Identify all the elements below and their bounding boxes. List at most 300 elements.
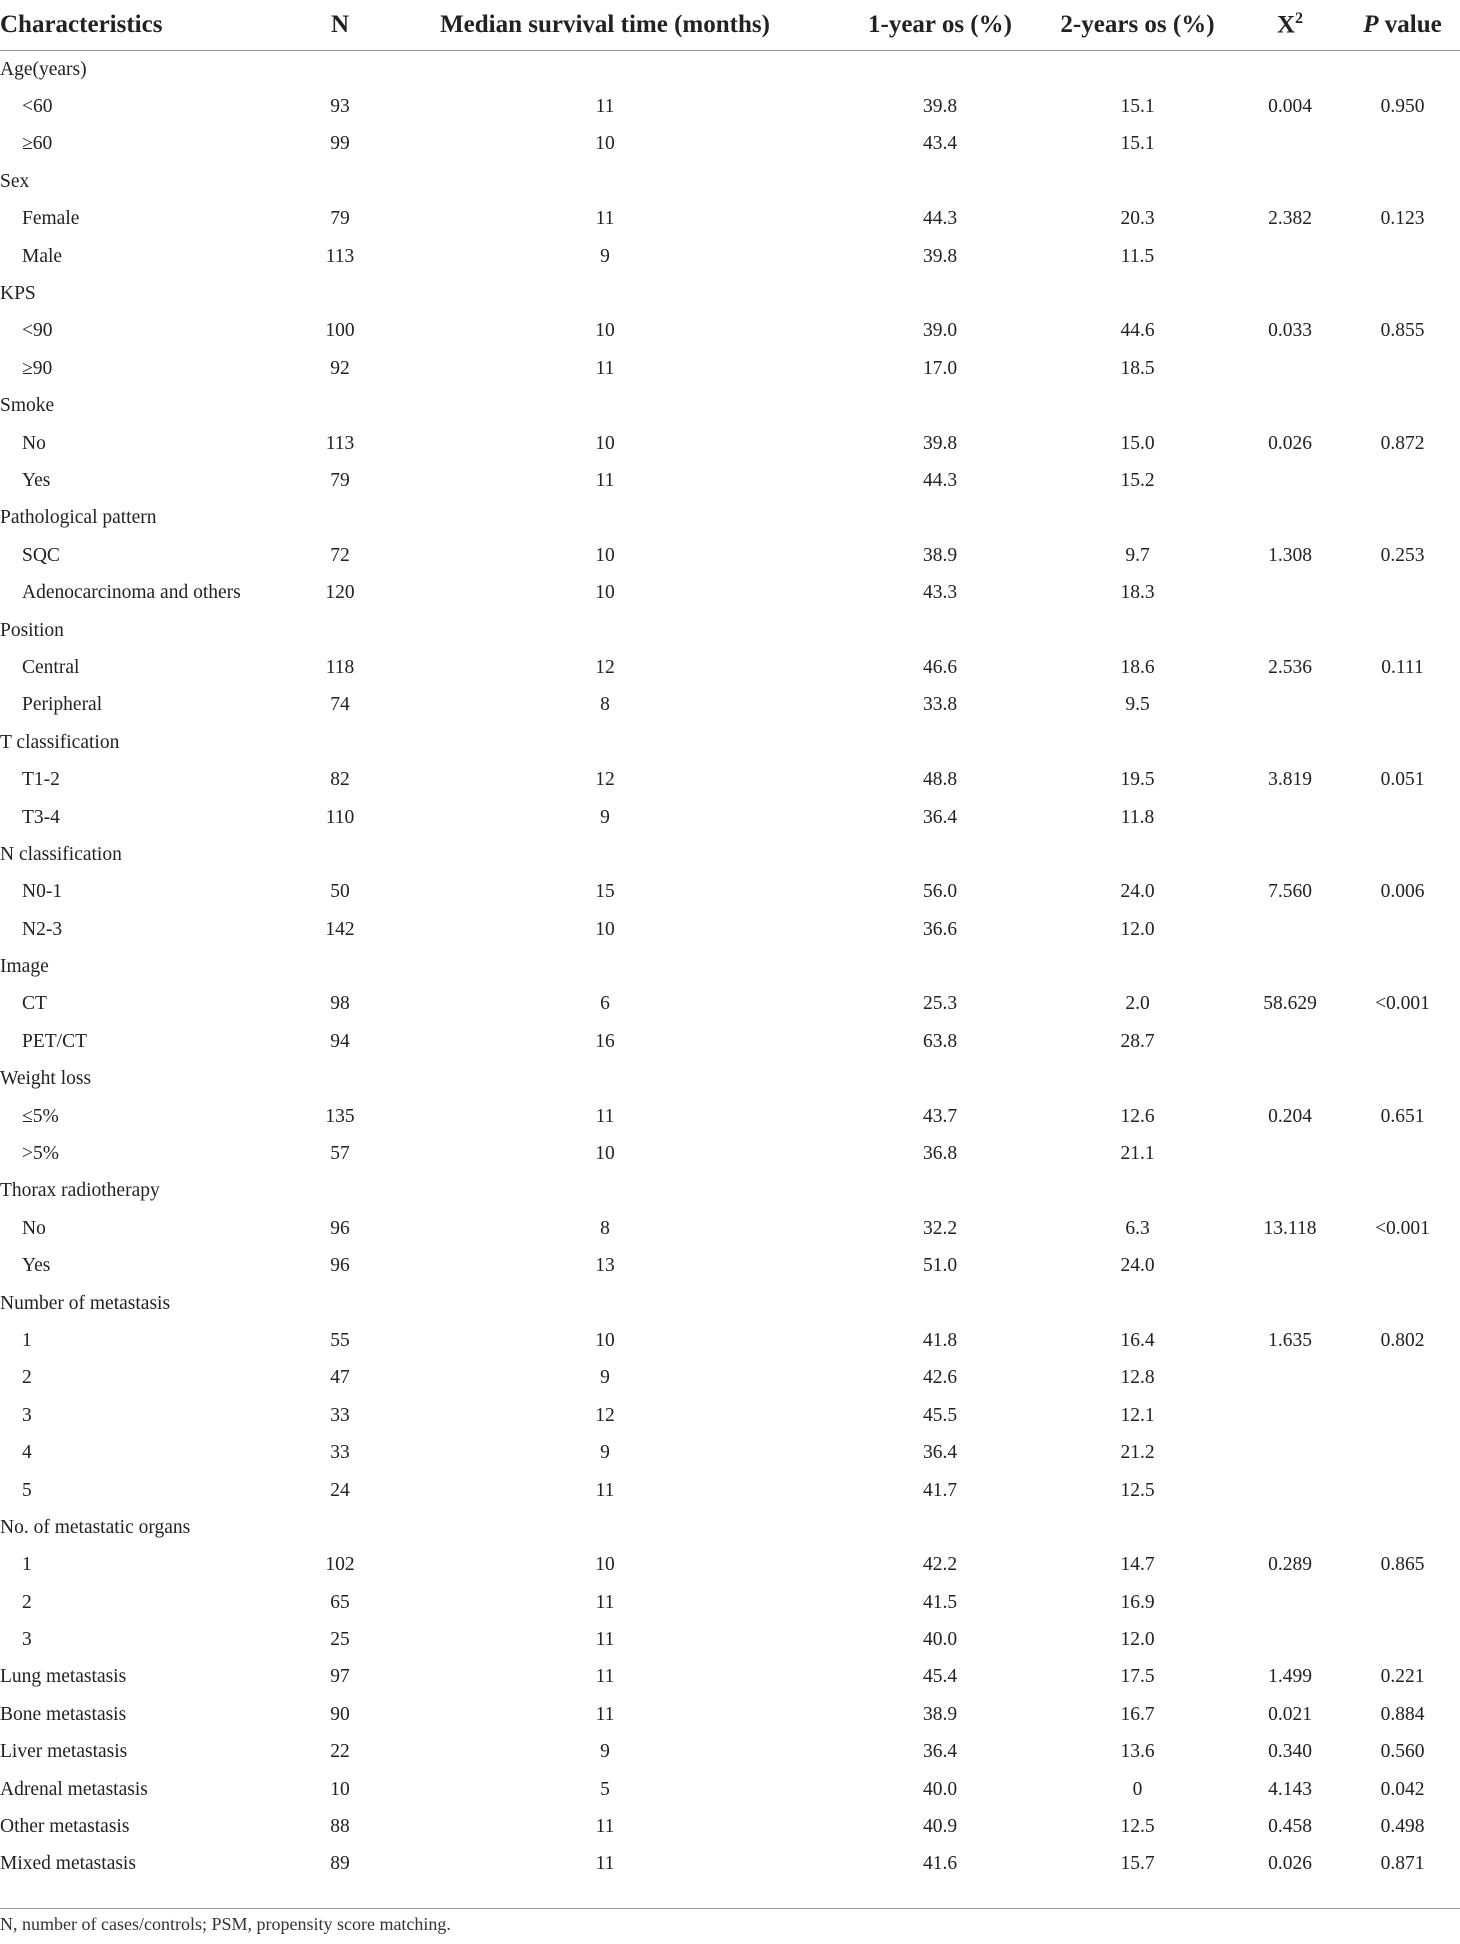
cell-1-year-os: 33.8 xyxy=(922,694,958,716)
cell-characteristic: CT xyxy=(22,993,47,1015)
cell-chi-square: 1.499 xyxy=(1268,1666,1312,1688)
cell-median-survival: 9 xyxy=(600,245,610,267)
cell-n: 24 xyxy=(330,1479,350,1501)
cell-chi-square: 0.026 xyxy=(1268,1853,1312,1875)
cell-n: 135 xyxy=(325,1105,355,1127)
table-row-group xyxy=(0,1696,1460,1733)
cell-characteristic: ≤5% xyxy=(22,1105,59,1127)
cell-2-years-os: 12.1 xyxy=(1120,1404,1155,1426)
cell-p-value xyxy=(1345,1397,1460,1434)
cell-median-survival: 10 xyxy=(595,1143,615,1165)
cell-characteristic: PET/CT xyxy=(22,1030,88,1052)
table-row-subgroup xyxy=(0,537,1460,574)
cell-2-years-os: 17.5 xyxy=(1120,1666,1155,1688)
table-row-subgroup xyxy=(0,649,1460,686)
cell-p-value: <0.001 xyxy=(1375,1217,1430,1239)
cell-1-year-os: 40.9 xyxy=(922,1816,958,1838)
cell-chi-square xyxy=(1235,1173,1345,1210)
cell-characteristic: Thorax radiotherapy xyxy=(0,1180,160,1202)
cell-1-year-os: 42.2 xyxy=(922,1554,958,1576)
table-row-subgroup xyxy=(0,574,1460,611)
cell-median-survival: 11 xyxy=(595,1479,615,1501)
cell-p-value: 0.111 xyxy=(1381,656,1424,678)
cell-p-value: 0.950 xyxy=(1380,96,1425,118)
cell-characteristic: No. of metastatic organs xyxy=(0,1516,191,1538)
cell-chi-square xyxy=(1235,462,1345,499)
cell-1-year-os: 43.4 xyxy=(922,133,958,155)
cell-chi-square xyxy=(1235,1472,1345,1509)
table-row-subgroup xyxy=(0,126,1460,163)
cell-chi-square xyxy=(1235,1621,1345,1658)
cell-1-year-os: 25.3 xyxy=(922,993,958,1015)
cell-1-year-os: 39.8 xyxy=(922,96,958,118)
cell-characteristic: Peripheral xyxy=(22,694,103,716)
cell-2-years-os: 15.2 xyxy=(1120,469,1155,491)
table-row-subgroup xyxy=(0,1547,1460,1584)
cell-chi-square xyxy=(1235,1360,1345,1397)
cell-n: 94 xyxy=(330,1030,350,1052)
cell-chi-square: 0.004 xyxy=(1268,96,1312,118)
cell-1-year-os: 63.8 xyxy=(922,1030,958,1052)
cell-chi-square xyxy=(1235,388,1345,425)
cell-characteristic: T3-4 xyxy=(22,806,60,828)
cell-1-year-os xyxy=(840,948,1040,985)
cell-2-years-os xyxy=(1040,1061,1235,1098)
cell-n: 57 xyxy=(330,1143,350,1165)
cell-2-years-os: 24.0 xyxy=(1120,881,1155,903)
cell-median-survival: 9 xyxy=(600,806,610,828)
cell-2-years-os xyxy=(1040,1173,1235,1210)
table-row-group xyxy=(0,724,1460,761)
cell-chi-square: 3.819 xyxy=(1268,769,1312,791)
table-row-subgroup xyxy=(0,687,1460,724)
cell-2-years-os: 18.6 xyxy=(1120,656,1155,678)
cell-p-value xyxy=(1345,388,1460,425)
table-row-group xyxy=(0,1846,1460,1883)
table-row-group xyxy=(0,836,1460,873)
header-n: N xyxy=(330,11,350,38)
cell-n: 96 xyxy=(330,1255,350,1277)
table-row-group xyxy=(0,1173,1460,1210)
cell-characteristic: Central xyxy=(22,656,80,678)
cell-n: 118 xyxy=(325,656,355,678)
cell-2-years-os: 16.7 xyxy=(1120,1703,1155,1725)
cell-characteristic: T classification xyxy=(0,731,120,753)
cell-n: 113 xyxy=(325,432,355,454)
cell-2-years-os: 11.8 xyxy=(1120,806,1155,828)
cell-1-year-os: 46.6 xyxy=(922,656,958,678)
cell-chi-square: 0.458 xyxy=(1268,1816,1312,1838)
cell-chi-square xyxy=(1235,836,1345,873)
cell-characteristic: Mixed metastasis xyxy=(0,1853,136,1875)
cell-median-survival xyxy=(370,1173,840,1210)
cell-n xyxy=(310,500,370,537)
cell-p-value xyxy=(1345,238,1460,275)
table-header xyxy=(0,0,1460,51)
table-row-group xyxy=(0,388,1460,425)
cell-median-survival: 5 xyxy=(600,1778,610,1800)
table-row-subgroup xyxy=(0,313,1460,350)
cell-p-value xyxy=(1345,1061,1460,1098)
cell-chi-square xyxy=(1235,163,1345,200)
cell-characteristic: Yes xyxy=(22,1255,51,1277)
cell-median-survival: 10 xyxy=(595,432,615,454)
cell-n: 89 xyxy=(330,1853,350,1875)
table-row-subgroup xyxy=(0,1248,1460,1285)
cell-2-years-os xyxy=(1040,1509,1235,1546)
cell-n: 82 xyxy=(330,769,350,791)
table-row-subgroup xyxy=(0,1322,1460,1359)
cell-chi-square xyxy=(1235,51,1345,89)
cell-p-value xyxy=(1345,1509,1460,1546)
cell-1-year-os: 43.3 xyxy=(922,582,958,604)
cell-p-value: 0.865 xyxy=(1380,1554,1425,1576)
cell-1-year-os xyxy=(840,1509,1040,1546)
cell-characteristic: Position xyxy=(0,619,64,641)
table-row-group xyxy=(0,612,1460,649)
cell-p-value xyxy=(1345,911,1460,948)
cell-characteristic: Number of metastasis xyxy=(0,1292,171,1314)
cell-1-year-os xyxy=(840,51,1040,89)
cell-median-survival: 11 xyxy=(595,1591,615,1613)
cell-characteristic: SQC xyxy=(22,544,60,566)
cell-p-value xyxy=(1345,500,1460,537)
table-row-group xyxy=(0,1061,1460,1098)
cell-1-year-os xyxy=(840,388,1040,425)
cell-p-value: 0.006 xyxy=(1380,881,1425,903)
cell-2-years-os: 12.0 xyxy=(1120,918,1155,940)
chi-superscript: 2 xyxy=(1295,10,1304,28)
cell-median-survival: 9 xyxy=(600,1367,610,1389)
cell-2-years-os: 12.8 xyxy=(1120,1367,1155,1389)
cell-n: 65 xyxy=(330,1591,350,1613)
cell-median-survival xyxy=(370,1285,840,1322)
table-row-subgroup xyxy=(0,799,1460,836)
cell-2-years-os: 14.7 xyxy=(1120,1554,1155,1576)
cell-median-survival: 10 xyxy=(595,1329,615,1351)
cell-n: 25 xyxy=(330,1629,350,1651)
p-value-suffix: value xyxy=(1378,11,1442,38)
cell-median-survival: 11 xyxy=(595,1853,615,1875)
table-body xyxy=(0,51,1460,1884)
cell-median-survival: 8 xyxy=(600,694,610,716)
cell-characteristic: T1-2 xyxy=(22,769,60,791)
cell-median-survival: 16 xyxy=(595,1030,615,1052)
table-row-group xyxy=(0,51,1460,89)
cell-1-year-os xyxy=(840,612,1040,649)
cell-1-year-os: 44.3 xyxy=(922,469,958,491)
cell-p-value xyxy=(1345,275,1460,312)
cell-2-years-os: 21.2 xyxy=(1120,1442,1155,1464)
cell-characteristic: Lung metastasis xyxy=(0,1666,127,1688)
cell-2-years-os xyxy=(1040,612,1235,649)
table-row-group xyxy=(0,163,1460,200)
cell-n xyxy=(310,948,370,985)
cell-2-years-os: 12.0 xyxy=(1120,1629,1155,1651)
cell-median-survival: 10 xyxy=(595,582,615,604)
cell-p-value xyxy=(1345,1135,1460,1172)
cell-chi-square xyxy=(1235,500,1345,537)
cell-p-value: 0.855 xyxy=(1380,320,1425,342)
cell-chi-square xyxy=(1235,1285,1345,1322)
table-row-group xyxy=(0,1659,1460,1696)
cell-p-value: 0.051 xyxy=(1380,769,1425,791)
cell-2-years-os xyxy=(1040,51,1235,89)
cell-chi-square: 0.289 xyxy=(1268,1554,1312,1576)
cell-n: 99 xyxy=(330,133,350,155)
cell-2-years-os: 15.7 xyxy=(1120,1853,1155,1875)
cell-chi-square: 7.560 xyxy=(1268,881,1312,903)
cell-1-year-os xyxy=(840,724,1040,761)
cell-2-years-os: 12.6 xyxy=(1120,1105,1155,1127)
table-row-subgroup xyxy=(0,761,1460,798)
cell-chi-square xyxy=(1235,574,1345,611)
table-row-subgroup xyxy=(0,350,1460,387)
cell-characteristic: 5 xyxy=(22,1479,32,1501)
table-row-subgroup xyxy=(0,462,1460,499)
cell-characteristic: Image xyxy=(0,956,49,978)
cell-n xyxy=(310,1061,370,1098)
cell-1-year-os: 36.4 xyxy=(922,806,958,828)
cell-2-years-os: 9.5 xyxy=(1125,694,1150,716)
cell-characteristic: <90 xyxy=(22,320,53,342)
cell-1-year-os: 45.5 xyxy=(922,1404,958,1426)
table-row-subgroup xyxy=(0,1434,1460,1471)
cell-p-value: 0.123 xyxy=(1380,208,1425,230)
cell-n: 79 xyxy=(330,469,350,491)
cell-p-value xyxy=(1345,1360,1460,1397)
cell-1-year-os: 48.8 xyxy=(922,769,958,791)
table-row-subgroup xyxy=(0,88,1460,125)
cell-n: 72 xyxy=(330,544,350,566)
cell-p-value xyxy=(1345,836,1460,873)
table-row-subgroup xyxy=(0,425,1460,462)
cell-chi-square: 0.033 xyxy=(1268,320,1312,342)
footnote-divider xyxy=(0,1908,1460,1909)
cell-chi-square xyxy=(1235,724,1345,761)
cell-1-year-os: 36.4 xyxy=(922,1741,958,1763)
cell-characteristic: Male xyxy=(22,245,63,267)
cell-characteristic: <60 xyxy=(22,96,53,118)
cell-2-years-os xyxy=(1040,1285,1235,1322)
table-footnote: N, number of cases/controls; PSM, propensity score matching. xyxy=(0,1914,451,1934)
chi-symbol: X xyxy=(1276,11,1296,39)
cell-characteristic: Bone metastasis xyxy=(0,1703,127,1725)
cell-n: 97 xyxy=(330,1666,350,1688)
cell-1-year-os: 41.8 xyxy=(922,1329,958,1351)
cell-p-value: 0.498 xyxy=(1380,1816,1425,1838)
cell-2-years-os xyxy=(1040,948,1235,985)
cell-characteristic: Liver metastasis xyxy=(0,1741,128,1763)
cell-median-survival: 9 xyxy=(600,1442,610,1464)
cell-chi-square: 1.635 xyxy=(1268,1329,1312,1351)
cell-median-survival: 11 xyxy=(595,1816,615,1838)
cell-n: 93 xyxy=(330,96,350,118)
cell-1-year-os: 43.7 xyxy=(922,1105,958,1127)
cell-median-survival: 12 xyxy=(595,769,615,791)
cell-median-survival xyxy=(370,163,840,200)
cell-1-year-os: 32.2 xyxy=(922,1217,958,1239)
cell-median-survival: 10 xyxy=(595,1554,615,1576)
table-row-group xyxy=(0,275,1460,312)
cell-median-survival xyxy=(370,1061,840,1098)
table-row-subgroup xyxy=(0,1584,1460,1621)
cell-characteristic: Female xyxy=(22,208,80,230)
cell-n: 142 xyxy=(325,918,355,940)
cell-2-years-os: 19.5 xyxy=(1120,769,1155,791)
cell-n: 88 xyxy=(330,1816,350,1838)
cell-2-years-os: 20.3 xyxy=(1120,208,1155,230)
cell-median-survival: 8 xyxy=(600,1217,610,1239)
cell-characteristic: KPS xyxy=(0,283,36,305)
cell-median-survival xyxy=(370,836,840,873)
cell-n: 100 xyxy=(325,320,355,342)
cell-p-value xyxy=(1345,799,1460,836)
cell-1-year-os xyxy=(840,1061,1040,1098)
cell-p-value xyxy=(1345,574,1460,611)
cell-chi-square xyxy=(1235,238,1345,275)
cell-2-years-os: 15.1 xyxy=(1120,133,1155,155)
header-median-survival: Median survival time (months) xyxy=(440,11,770,38)
cell-n xyxy=(310,1173,370,1210)
cell-chi-square: 58.629 xyxy=(1263,993,1317,1015)
table-row-subgroup xyxy=(0,1472,1460,1509)
cell-1-year-os: 40.0 xyxy=(922,1778,958,1800)
header-2-years-os: 2-years os (%) xyxy=(1060,11,1215,38)
cell-p-value xyxy=(1345,462,1460,499)
table-row-subgroup xyxy=(0,1135,1460,1172)
cell-n: 55 xyxy=(330,1329,350,1351)
cell-n: 92 xyxy=(330,357,350,379)
cell-1-year-os: 40.0 xyxy=(922,1629,958,1651)
cell-n xyxy=(310,836,370,873)
cell-chi-square xyxy=(1235,1248,1345,1285)
cell-chi-square: 0.021 xyxy=(1268,1703,1312,1725)
cell-median-survival xyxy=(370,51,840,89)
cell-2-years-os: 12.5 xyxy=(1120,1479,1155,1501)
cell-1-year-os: 44.3 xyxy=(922,208,958,230)
cell-2-years-os xyxy=(1040,275,1235,312)
cell-n: 110 xyxy=(325,806,355,828)
cell-1-year-os xyxy=(840,163,1040,200)
cell-n: 98 xyxy=(330,993,350,1015)
header-1-year-os: 1-year os (%) xyxy=(868,11,1012,38)
cell-median-survival xyxy=(370,1509,840,1546)
cell-p-value xyxy=(1345,1285,1460,1322)
cell-2-years-os: 15.0 xyxy=(1120,432,1155,454)
header-characteristics: Characteristics xyxy=(0,11,163,38)
cell-2-years-os: 16.9 xyxy=(1120,1591,1155,1613)
cell-chi-square xyxy=(1235,1434,1345,1471)
cell-characteristic: No xyxy=(22,1217,46,1239)
cell-1-year-os xyxy=(840,1285,1040,1322)
cell-n: 90 xyxy=(330,1703,350,1725)
cell-1-year-os: 36.4 xyxy=(922,1442,958,1464)
cell-1-year-os xyxy=(840,275,1040,312)
table-row-subgroup xyxy=(0,1210,1460,1247)
cell-characteristic: >5% xyxy=(22,1143,59,1165)
table-row-group xyxy=(0,948,1460,985)
cell-p-value: 0.802 xyxy=(1380,1329,1425,1351)
cell-2-years-os: 11.5 xyxy=(1120,245,1155,267)
table-row-subgroup xyxy=(0,1023,1460,1060)
cell-2-years-os: 28.7 xyxy=(1120,1030,1155,1052)
cell-characteristic: Sex xyxy=(0,170,30,192)
cell-2-years-os: 15.1 xyxy=(1120,96,1155,118)
table-row-subgroup xyxy=(0,874,1460,911)
cell-median-survival xyxy=(370,724,840,761)
table-row-group xyxy=(0,1734,1460,1771)
cell-chi-square: 0.026 xyxy=(1268,432,1312,454)
table-row-group xyxy=(0,500,1460,537)
cell-median-survival: 11 xyxy=(595,208,615,230)
cell-n: 102 xyxy=(325,1554,355,1576)
header-chi-square xyxy=(1235,0,1345,51)
cell-n: 113 xyxy=(325,245,355,267)
cell-characteristic: 3 xyxy=(22,1629,32,1651)
cell-characteristic: 2 xyxy=(22,1367,32,1389)
table-row-subgroup xyxy=(0,1397,1460,1434)
cell-characteristic: Pathological pattern xyxy=(0,507,157,529)
cell-p-value xyxy=(1345,350,1460,387)
cell-characteristic: 3 xyxy=(22,1404,32,1426)
cell-p-value xyxy=(1345,1584,1460,1621)
cell-2-years-os xyxy=(1040,500,1235,537)
cell-median-survival: 11 xyxy=(595,96,615,118)
cell-p-value xyxy=(1345,687,1460,724)
cell-2-years-os: 21.1 xyxy=(1120,1143,1155,1165)
cell-median-survival: 11 xyxy=(595,469,615,491)
cell-median-survival: 6 xyxy=(600,993,610,1015)
cell-p-value xyxy=(1345,1248,1460,1285)
cell-2-years-os xyxy=(1040,163,1235,200)
cell-chi-square: 13.118 xyxy=(1263,1217,1317,1239)
cell-2-years-os xyxy=(1040,836,1235,873)
cell-1-year-os: 56.0 xyxy=(922,881,958,903)
cell-1-year-os: 38.9 xyxy=(922,544,958,566)
p-italic: P xyxy=(1363,11,1379,38)
cell-characteristic: 2 xyxy=(22,1591,32,1613)
cell-2-years-os: 44.6 xyxy=(1120,320,1155,342)
cell-1-year-os: 17.0 xyxy=(922,357,958,379)
cell-characteristic: Smoke xyxy=(0,395,55,417)
cell-median-survival xyxy=(370,275,840,312)
cell-median-survival: 10 xyxy=(595,133,615,155)
cell-median-survival: 11 xyxy=(595,1105,615,1127)
cell-chi-square: 0.204 xyxy=(1268,1105,1312,1127)
cell-median-survival: 12 xyxy=(595,656,615,678)
cell-n: 33 xyxy=(330,1442,350,1464)
cell-characteristic: ≥60 xyxy=(22,133,53,155)
cell-2-years-os xyxy=(1040,388,1235,425)
cell-characteristic: N2-3 xyxy=(22,918,63,940)
cell-n: 50 xyxy=(330,881,350,903)
cell-p-value: 0.871 xyxy=(1380,1853,1425,1875)
table-row-subgroup xyxy=(0,911,1460,948)
cell-characteristic: Adrenal metastasis xyxy=(0,1778,148,1800)
table-row-subgroup xyxy=(0,1621,1460,1658)
table-row-subgroup xyxy=(0,1360,1460,1397)
cell-p-value: <0.001 xyxy=(1375,993,1430,1015)
cell-p-value xyxy=(1345,948,1460,985)
cell-characteristic: No xyxy=(22,432,46,454)
cell-p-value xyxy=(1345,612,1460,649)
cell-median-survival: 11 xyxy=(595,357,615,379)
cell-characteristic: Other metastasis xyxy=(0,1816,130,1838)
cell-p-value: 0.872 xyxy=(1380,432,1425,454)
cell-median-survival xyxy=(370,500,840,537)
cell-median-survival xyxy=(370,612,840,649)
